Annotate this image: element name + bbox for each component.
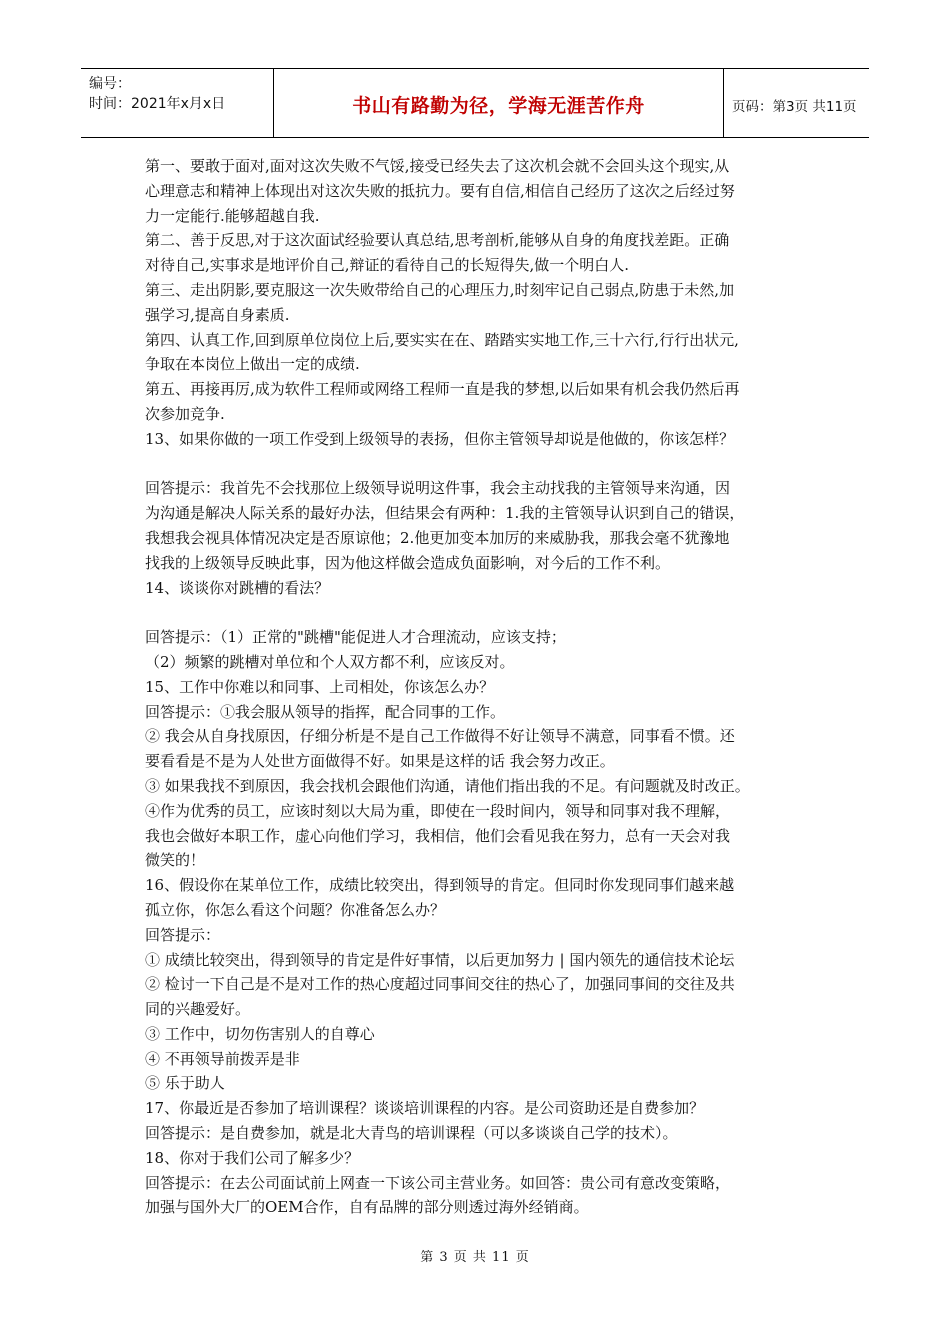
text-line: ② 我会从自身找原因，仔细分析是不是自己工作做得不好让领导不满意，同事看不惯。还 [145, 727, 735, 746]
text-line: 13、如果你做的一项工作受到上级领导的表扬，但你主管领导却说是他做的，你该怎样？ [145, 429, 735, 448]
document-date-label: 时间：2021年x月x日 [89, 96, 226, 112]
text-line: 14、谈谈你对跳槽的看法？ [145, 578, 330, 597]
document-body [145, 154, 817, 1220]
page-footer: 第 3 页 共 11 页 [420, 1250, 530, 1265]
text-line: 我想我会视具体情况决定是否原谅他；2.他更加变本加厉的来威胁我，那我会毫不犹豫地 [145, 528, 730, 547]
header-middle-cell [274, 69, 724, 137]
text-line: （2）频繁的跳槽对单位和个人双方都不利，应该反对。 [145, 652, 515, 671]
text-line: 微笑的！ [145, 851, 206, 870]
page-header [81, 68, 869, 138]
text-line: 第四、认真工作,回到原单位岗位上后,要实实在在、踏踏实实地工作,三十六行,行行出状元, [145, 330, 739, 349]
text-line: 争取在本岗位上做出一定的成绩. [145, 355, 360, 374]
text-line: 回答提示：是自费参加，就是北大青鸟的培训课程（可以多谈谈自己学的技术）。 [145, 1124, 678, 1143]
text-line: 心理意志和精神上体现出对这次失败的抵抗力。要有自信,相信自己经历了这次之后经过努 [145, 181, 735, 200]
text-line: 回答提示：①我会服从领导的指挥，配合同事的工作。 [145, 702, 506, 721]
text-line: 第二、善于反思,对于这次面试经验要认真总结,思考剖析,能够从自身的角度找差距。正确 [145, 231, 730, 250]
text-line: ④ 不再领导前拨弄是非 [145, 1049, 300, 1068]
blank-line [145, 600, 817, 625]
text-line: 强学习,提高自身素质. [145, 305, 290, 324]
text-line: 对待自己,实事求是地评价自己,辩证的看待自己的长短得失,做一个明白人. [145, 256, 630, 275]
text-line: 第三、走出阴影,要克服这一次失败带给自己的心理压力,时刻牢记自己弱点,防患于未然,加 [145, 280, 735, 299]
text-line: ① 成绩比较突出，得到领导的肯定是件好事情，以后更加努力 | 国内领先的通信技术论坛 [145, 950, 735, 969]
text-line: 同的兴趣爱好。 [145, 1000, 251, 1019]
text-line: 回答提示：我首先不会找那位上级领导说明这件事，我会主动找我的主管领导来沟通，因 [145, 479, 731, 498]
text-line: ⑤ 乐于助人 [145, 1074, 225, 1093]
text-line: 第五、再接再厉,成为软件工程师或网络工程师一直是我的梦想,以后如果有机会我仍然后再 [145, 380, 740, 399]
text-line: 找我的上级领导反映此事，因为他这样做会造成负面影响，对今后的工作不利。 [145, 553, 671, 572]
text-line: 18、你对于我们公司了解多少？ [145, 1148, 360, 1167]
text-line: 加强与国外大厂的OEM合作，自有品牌的部分则透过海外经销商。 [145, 1198, 589, 1217]
text-line: 回答提示：在去公司面试前上网查一下该公司主营业务。如回答：贵公司有意改变策略， [145, 1173, 731, 1192]
header-right-cell [724, 69, 869, 137]
blank-line [145, 452, 817, 477]
text-line: 力一定能行.能够超越自我. [145, 206, 320, 225]
header-left-cell [81, 69, 274, 137]
text-line: 孤立你，你怎么看这个问题？你准备怎么办？ [145, 900, 446, 919]
text-line: 次参加竞争. [145, 404, 225, 423]
header-page-info: 页码：第3页 共11页 [732, 99, 857, 115]
text-line: 17、你最近是否参加了培训课程？谈谈培训课程的内容。是公司资助还是自费参加？ [145, 1099, 705, 1118]
text-line: ④作为优秀的员工，应该时刻以大局为重，即使在一段时间内，领导和同事对我不理解， [145, 801, 731, 820]
text-line: 16、假设你在某单位工作，成绩比较突出，得到领导的肯定。但同时你发现同事们越来越 [145, 876, 735, 895]
text-line: 回答提示：（1）正常的"跳槽"能促进人才合理流动，应该支持； [145, 628, 566, 647]
text-line: 15、工作中你难以和同事、上司相处，你该怎么办？ [145, 677, 495, 696]
text-line: 回答提示： [145, 925, 221, 944]
text-line: 第一、要敢于面对,面对这次失败不气馁,接受已经失去了这次机会就不会回头这个现实,从 [145, 157, 730, 175]
text-line: 要看看是不是为人处世方面做得不好。如果是这样的话 我会努力改正。 [145, 752, 615, 771]
text-line: 为沟通是解决人际关系的最好办法，但结果会有两种：1.我的主管领导认识到自己的错误， [145, 504, 745, 523]
text-line: ③ 如果我找不到原因，我会找机会跟他们沟通，请他们指出我的不足。有问题就及时改正。 [145, 776, 750, 795]
text-line: ③ 工作中，切勿伤害别人的自尊心 [145, 1024, 375, 1043]
header-motto: 书山有路勤为径，学海无涯苦作舟 [352, 95, 645, 117]
document-number-label: 编号： [89, 76, 131, 92]
text-line: ② 检讨一下自己是不是对工作的热心度超过同事间交往的热心了，加强同事间的交往及共 [145, 975, 735, 994]
text-line: 我也会做好本职工作，虚心向他们学习，我相信，他们会看见我在努力，总有一天会对我 [145, 826, 731, 845]
